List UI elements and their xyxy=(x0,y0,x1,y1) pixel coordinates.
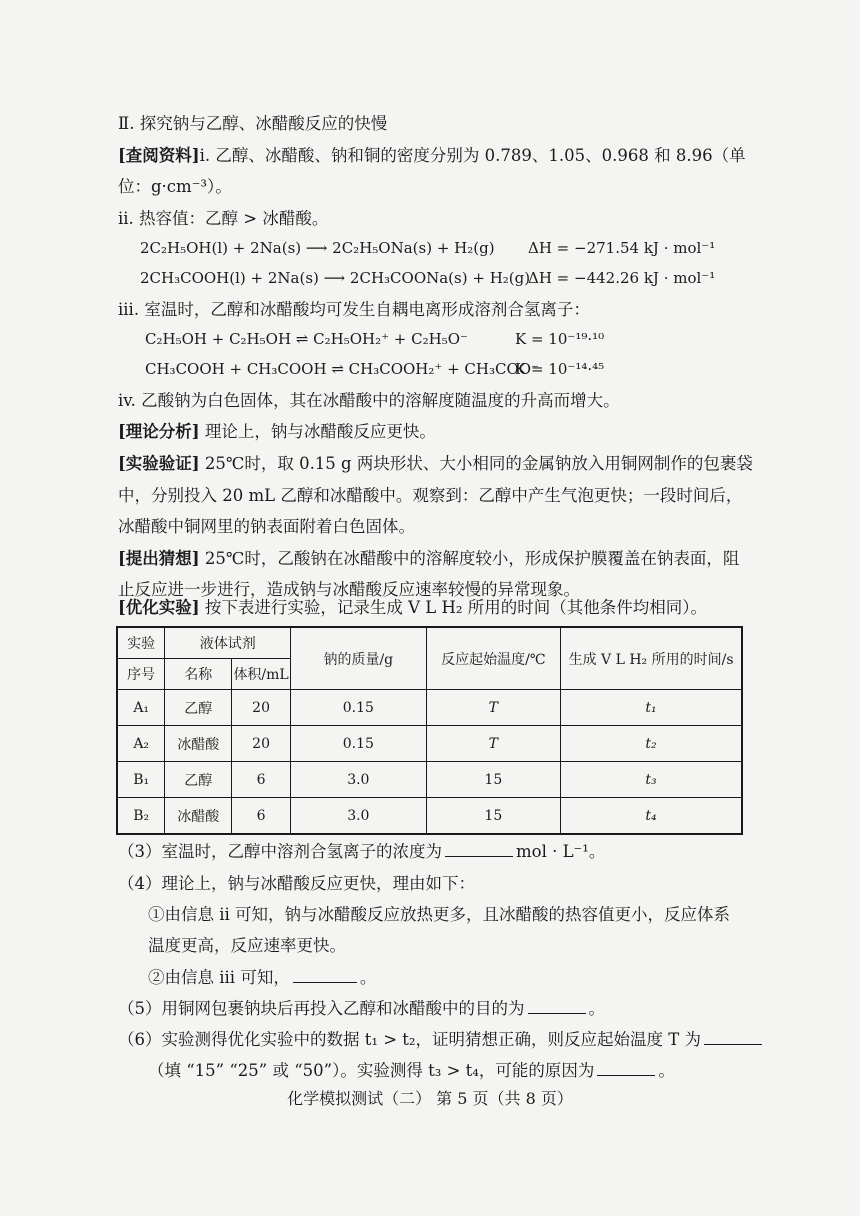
header-time: 生成 V L H₂ 所用的时间/s xyxy=(561,627,742,690)
hypothesis-line1 xyxy=(118,548,739,570)
cell-volume: 6 xyxy=(232,762,291,798)
equation-acetic-sodium: 2CH₃COOH(l) + 2Na(s) ⟶ 2CH₃COONa(s) + H₂(g) xyxy=(140,269,531,287)
cell-time xyxy=(561,798,742,835)
cell-temp-value: T xyxy=(488,699,499,716)
cell-time-value: t₄ xyxy=(645,807,657,824)
cell-mass: 0.15 xyxy=(291,690,427,726)
question-6-text-2: （填 “15” “25” 或 “50”）。实验测得 t₃ > t₄，可能的原因为 xyxy=(148,1061,595,1080)
cell-volume: 20 xyxy=(232,726,291,762)
cell-id: A₁ xyxy=(117,690,165,726)
question-5-text: （5）用铜网包裹钠块后再投入乙醇和冰醋酸中的目的为 xyxy=(118,999,525,1018)
question-4-reason-2-text: ②由信息 iii 可知， xyxy=(148,968,290,987)
verify-line3: 冰醋酸中铜网里的钠表面附着白色固体。 xyxy=(118,517,415,536)
cell-name: 乙醇 xyxy=(165,762,232,798)
question-3-unit: mol · L⁻¹。 xyxy=(516,842,606,861)
header-reagent: 液体试剂 xyxy=(165,627,291,659)
cell-id: A₂ xyxy=(117,726,165,762)
question-4-reason-2 xyxy=(148,967,376,989)
cell-id: B₂ xyxy=(117,798,165,835)
header-volume: 体积/mL xyxy=(232,659,291,690)
cell-mass: 3.0 xyxy=(291,798,427,835)
equation-acetic-autoionization: CH₃COOH + CH₃COOH ⇌ CH₃COOH₂⁺ + CH₃COO⁻ xyxy=(145,360,539,378)
cell-name: 冰醋酸 xyxy=(165,726,232,762)
question-4-reason-1-line2: 温度更高，反应速率更快。 xyxy=(148,936,346,955)
cell-temp xyxy=(426,726,561,762)
header-no-2: 序号 xyxy=(117,659,165,690)
verify-line1 xyxy=(118,453,753,475)
cell-temp: 15 xyxy=(426,798,561,835)
question-4-reason-2-end: 。 xyxy=(359,968,377,987)
cell-mass: 3.0 xyxy=(291,762,427,798)
reference-info-iv: iv. 乙酸钠为白色固体，其在冰醋酸中的溶解度随温度的升高而增大。 xyxy=(118,391,620,410)
equation-ethanol-autoionization: C₂H₅OH + C₂H₅OH ⇌ C₂H₅OH₂⁺ + C₂H₅O⁻ xyxy=(145,330,468,348)
table-row xyxy=(117,726,742,762)
question-3-text: （3）室温时，乙醇中溶剂合氢离子的浓度为 xyxy=(118,842,442,861)
verify-text-1: 25℃时，取 0.15 g 两块形状、大小相同的金属钠放入用铜网制作的包裹袋 xyxy=(199,454,753,473)
cell-name: 冰醋酸 xyxy=(165,798,232,835)
verify-tag: [实验验证] xyxy=(118,454,200,473)
cell-time-value: t₂ xyxy=(645,735,657,752)
reference-info-i-line1 xyxy=(118,145,746,167)
question-6-line1 xyxy=(118,1029,765,1051)
header-temp: 反应起始温度/℃ xyxy=(426,627,561,690)
theory-tag: [理论分析] xyxy=(118,422,200,441)
theory-text: 理论上，钠与冰醋酸反应更快。 xyxy=(199,422,436,441)
equation-acetic-dh: ΔH = −442.26 kJ · mol⁻¹ xyxy=(528,269,716,287)
table-header-row-1 xyxy=(117,627,742,659)
cell-volume: 20 xyxy=(232,690,291,726)
question-5 xyxy=(118,998,605,1020)
table-row xyxy=(117,690,742,726)
question-3 xyxy=(118,841,605,863)
hypothesis-text-1: 25℃时，乙酸钠在冰醋酸中的溶解度较小，形成保护膜覆盖在钠表面，阻 xyxy=(199,549,740,568)
header-name: 名称 xyxy=(165,659,232,690)
section-heading: Ⅱ. 探究钠与乙醇、冰醋酸反应的快慢 xyxy=(118,114,388,133)
question-4: （4）理论上，钠与冰醋酸反应更快，理由如下： xyxy=(118,874,475,893)
header-mass: 钠的质量/g xyxy=(291,627,427,690)
reference-tag: [查阅资料] xyxy=(118,146,200,165)
experiment-table xyxy=(116,626,743,835)
answer-blank-q6-reason[interactable] xyxy=(597,1060,655,1076)
cell-temp-value: T xyxy=(488,735,499,752)
cell-time xyxy=(561,726,742,762)
cell-volume: 6 xyxy=(232,798,291,835)
question-6-end: 。 xyxy=(658,1061,675,1080)
cell-name: 乙醇 xyxy=(165,690,232,726)
equation-ethanol-k: K = 10⁻¹⁹·¹⁰ xyxy=(515,330,605,348)
answer-blank-q5[interactable] xyxy=(528,998,586,1014)
question-5-end: 。 xyxy=(588,999,605,1018)
optimization-line xyxy=(118,597,707,619)
cell-time xyxy=(561,762,742,798)
cell-id: B₁ xyxy=(117,762,165,798)
reference-info-iii: iii. 室温时，乙醇和冰醋酸均可发生自耦电离形成溶剂合氢离子： xyxy=(118,300,590,319)
hypothesis-line2: 止反应进一步进行，造成钠与冰醋酸反应速率较慢的异常现象。 xyxy=(118,580,580,599)
answer-blank-q3[interactable] xyxy=(445,841,513,857)
cell-time-value: t₁ xyxy=(645,699,657,716)
page-footer: 化学模拟测试（二） 第 5 页（共 8 页） xyxy=(287,1089,573,1108)
table-row xyxy=(117,798,742,835)
answer-blank-q6-temp[interactable] xyxy=(704,1029,762,1045)
cell-temp: 15 xyxy=(426,762,561,798)
cell-temp xyxy=(426,690,561,726)
question-6-text-1: （6）实验测得优化实验中的数据 t₁ > t₂，证明猜想正确，则反应起始温度 T 为 xyxy=(118,1030,702,1049)
answer-blank-q4[interactable] xyxy=(293,967,357,983)
header-no-1: 实验 xyxy=(117,627,165,659)
question-4-reason-1-line1: ①由信息 ii 可知，钠与冰醋酸反应放热更多，且冰醋酸的热容值更小，反应体系 xyxy=(148,905,731,924)
equation-ethanol-dh: ΔH = −271.54 kJ · mol⁻¹ xyxy=(528,239,716,257)
reference-info-i-line2: 位：g·cm⁻³）。 xyxy=(118,177,232,196)
equation-acetic-k: K = 10⁻¹⁴·⁴⁵ xyxy=(515,360,605,378)
hypothesis-tag: [提出猜想] xyxy=(118,549,200,568)
verify-line2: 中，分别投入 20 mL 乙醇和冰醋酸中。观察到：乙醇中产生气泡更快；一段时间后， xyxy=(118,486,743,505)
cell-time-value: t₃ xyxy=(645,771,657,788)
question-6-line2 xyxy=(148,1060,675,1082)
cell-mass: 0.15 xyxy=(291,726,427,762)
cell-time xyxy=(561,690,742,726)
theory-analysis xyxy=(118,421,436,443)
equation-ethanol-sodium: 2C₂H₅OH(l) + 2Na(s) ⟶ 2C₂H₅ONa(s) + H₂(g) xyxy=(140,239,495,257)
reference-i-text: i. 乙醇、冰醋酸、钠和铜的密度分别为 0.789、1.05、0.968 和 8.96（单 xyxy=(199,146,746,165)
optimization-tag: [优化实验] xyxy=(118,598,200,617)
reference-info-ii: ii. 热容值：乙醇 > 冰醋酸。 xyxy=(118,209,329,228)
optimization-text: 按下表进行实验，记录生成 V L H₂ 所用的时间（其他条件均相同）。 xyxy=(199,598,707,617)
table-row xyxy=(117,762,742,798)
